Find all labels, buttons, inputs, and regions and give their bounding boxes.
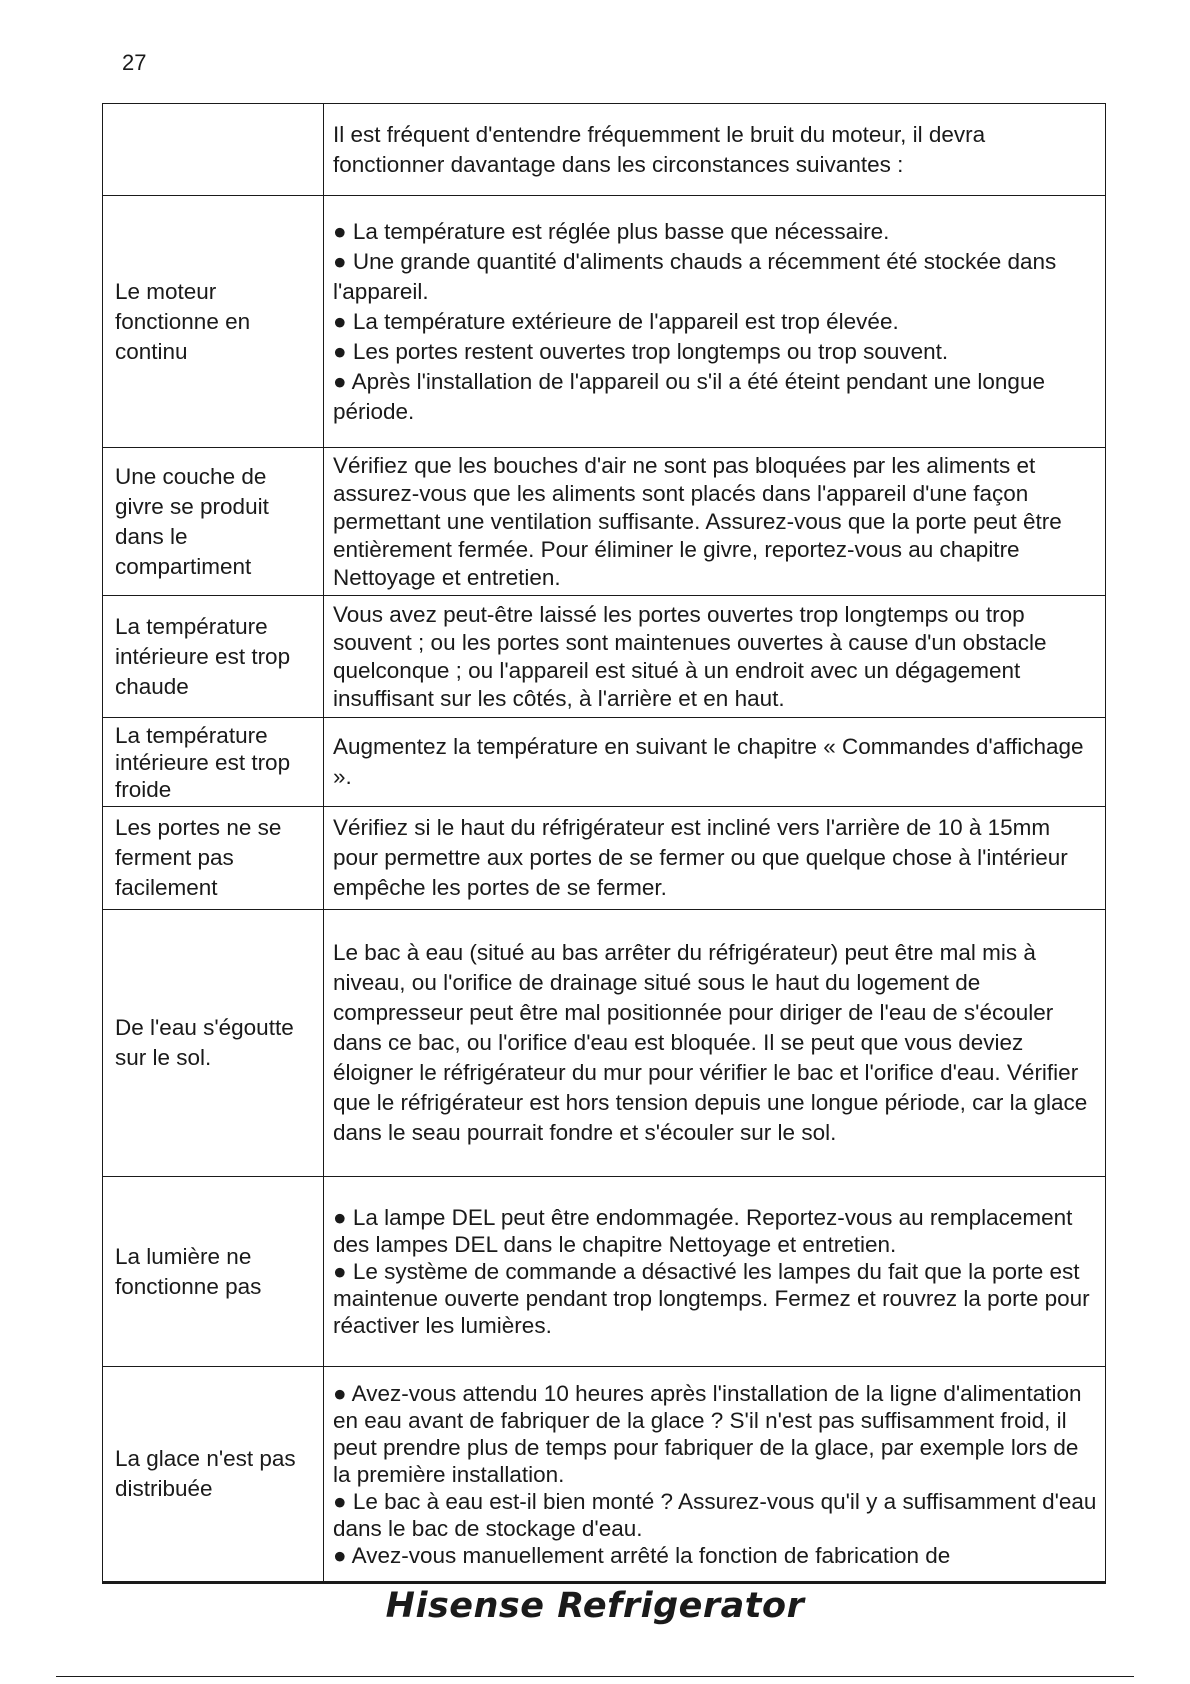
solution-text: Vous avez peut-être laissé les portes ouvertes trop longtemps ou trop souvent ; ou les portes sont maintenues ouvertes à cause d'un obstacle quelconque ; ou l'appareil est situé à un endroit avec un dégagement insuffisant sur les côtés, à l'arrière et en haut. <box>333 601 1047 711</box>
solution-text: Vérifiez si le haut du réfrigérateur est incliné vers l'arrière de 10 à 15mm pour permettre aux portes de se fermer ou que quelque chose à l'intérieur empêche les portes de se fermer. <box>333 815 1068 900</box>
table-row <box>103 196 1106 448</box>
table-row <box>103 596 1106 718</box>
bullet-item: ● Après l'installation de l'appareil ou s'il a été éteint pendant une longue période. <box>333 368 1045 424</box>
problem-cell: Le moteur fonctionne en continu <box>103 196 324 448</box>
bullet-item: ● Avez-vous attendu 10 heures après l'installation de la ligne d'alimentation en eau avant de fabriquer de la glace ? S'il n'est pas suffisamment froid, il peut prendre plus de temps pour fabriquer de la glace, par exemple lors de la première installation. <box>333 1380 1082 1487</box>
bullet-item: ● La température est réglée plus basse que nécessaire. <box>333 218 890 244</box>
table-row <box>103 807 1106 910</box>
solution-cell <box>324 448 1106 596</box>
problem-cell: La température intérieure est trop chaude <box>103 596 324 718</box>
problem-cell: La lumière ne fonctionne pas <box>103 1177 324 1367</box>
solution-text: Il est fréquent d'entendre fréquemment le bruit du moteur, il devra fonctionner davantage dans les circonstances suivantes : <box>333 121 986 177</box>
solution-cell <box>324 718 1106 807</box>
solution-cell <box>324 104 1106 196</box>
problem-cell: De l'eau s'égoutte sur le sol. <box>103 910 324 1177</box>
page-number: 27 <box>122 50 147 75</box>
table-row <box>103 448 1106 596</box>
bullet-item: ● La température extérieure de l'appareil est trop élevée. <box>333 308 899 334</box>
solution-cell <box>324 910 1106 1177</box>
troubleshooting-table <box>102 103 1106 1584</box>
problem-cell: La glace n'est pas distribuée <box>103 1367 324 1583</box>
solution-text: Le bac à eau (situé au bas arrêter du réfrigérateur) peut être mal mis à niveau, ou l'orifice de drainage situé sous le haut du logement de compresseur peut être mal positionnée pour diriger de l'eau de s'écouler dans ce bac, ou l'orifice d'eau est bloquée. Il se peut que vous deviez éloigner le réfrigérateur du mur pour vérifier le bac et l'orifice d'eau. Vérifier que le réfrigérateur est hors tension depuis une longue période, car la glace dans le seau pourrait fondre et s'écouler sur le sol. <box>333 940 1088 1145</box>
solution-cell <box>324 1177 1106 1367</box>
problem-cell <box>103 104 324 196</box>
solution-cell <box>324 196 1106 448</box>
footer-divider <box>56 1676 1134 1677</box>
problem-cell: Une couche de givre se produit dans le compartiment <box>103 448 324 596</box>
bullet-item: ● Avez-vous manuellement arrêté la fonction de fabrication de <box>333 1542 951 1568</box>
problem-cell: Les portes ne se ferment pas facilement <box>103 807 324 910</box>
table-row <box>103 718 1106 807</box>
bullet-item: ● Une grande quantité d'aliments chauds a récemment été stockée dans l'appareil. <box>333 248 1057 304</box>
solution-text: Vérifiez que les bouches d'air ne sont pas bloquées par les aliments et assurez-vous que les aliments sont placés dans l'appareil d'une façon permettant une ventilation suffisante. Assurez-vous que la porte peut être entièrement fermée. Pour éliminer le givre, reportez-vous au chapitre Nettoyage et entretien. <box>333 452 1062 590</box>
solution-cell <box>324 807 1106 910</box>
solution-cell <box>324 1367 1106 1583</box>
bullet-item: ● La lampe DEL peut être endommagée. Reportez-vous au remplacement des lampes DEL dans le chapitre Nettoyage et entretien. <box>333 1205 1073 1257</box>
solution-text: Augmentez la température en suivant le chapitre « Commandes d'affichage ». <box>333 734 1084 789</box>
bullet-item: ● Le bac à eau est-il bien monté ? Assurez-vous qu'il y a suffisamment d'eau dans le bac de stockage d'eau. <box>333 1488 1097 1541</box>
bullet-item: ● Les portes restent ouvertes trop longtemps ou trop souvent. <box>333 338 949 364</box>
solution-cell <box>324 596 1106 718</box>
problem-cell: La température intérieure est trop froide <box>103 718 324 807</box>
brand-footer: Hisense Refrigerator <box>385 1586 805 1626</box>
bullet-item: ● Le système de commande a désactivé les lampes du fait que la porte est maintenue ouverte pendant trop longtemps. Fermez et rouvrez la porte pour réactiver les lumières. <box>333 1259 1090 1338</box>
table-row <box>103 1177 1106 1367</box>
table-row <box>103 1367 1106 1583</box>
table-row <box>103 104 1106 196</box>
table-row <box>103 910 1106 1177</box>
